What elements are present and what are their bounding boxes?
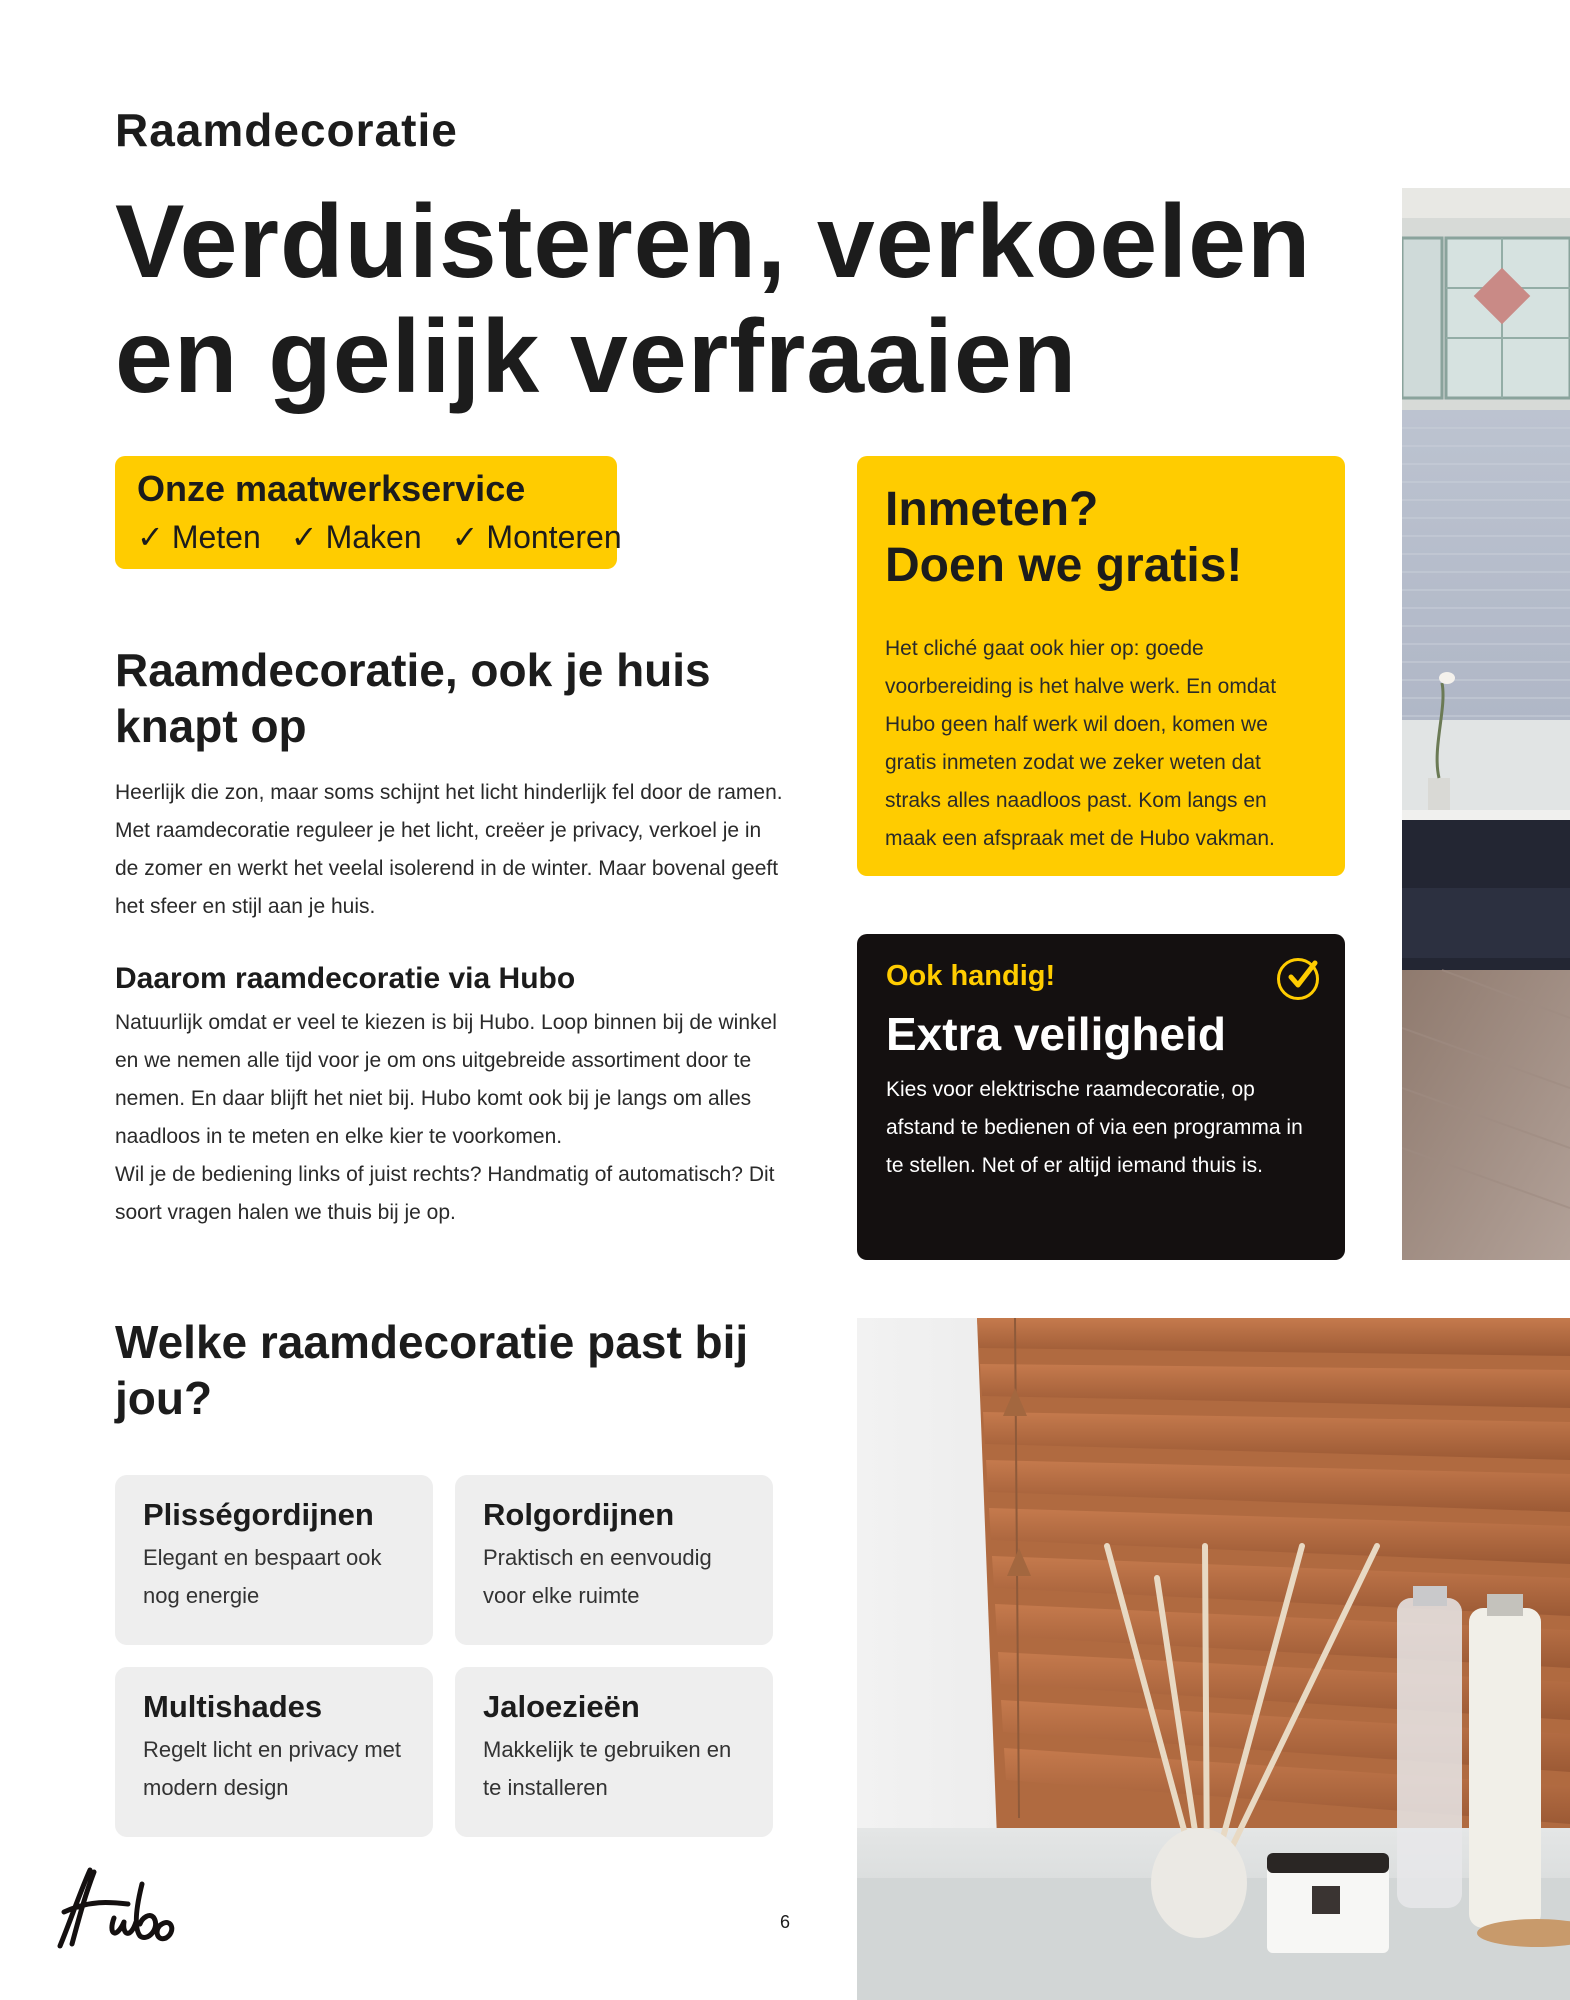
card-title: Multishades [143, 1689, 323, 1724]
card-desc: Makkelijk te gebruiken en te installeren [483, 1737, 732, 1800]
check-icon: ✓ [290, 519, 318, 555]
check-icon: ✓ [451, 519, 479, 555]
card-title: Rolgordijnen [483, 1497, 675, 1532]
why-title: Daarom raamdecoratie via Hubo [115, 962, 576, 995]
card-multishades[interactable] [115, 1667, 433, 1837]
card-title: Plisségordijnen [143, 1497, 374, 1532]
measure-title: Inmeten? Doen we gratis! [885, 483, 1243, 592]
safety-kicker: Ook handig! [886, 960, 1056, 992]
hubo-logo [50, 1862, 182, 1959]
service-step: ✓ Maken [290, 519, 422, 555]
service-title: Onze maatwerkservice [137, 468, 526, 509]
card-desc: Elegant en bespaart ook nog energie [143, 1545, 382, 1608]
intro-title: Raamdecoratie, ook je huis knapt op [115, 644, 711, 752]
check-icon: ✓ [137, 519, 164, 555]
kicker: Raamdecoratie [115, 104, 458, 156]
service-steps [137, 518, 622, 556]
why-text-1: Natuurlijk omdat er veel te kiezen is bij Hubo. Loop binnen bij de winkel en we nemen alle tijd voor je om ons uitgebreide assortiment door te nemen. En daar blijft het niet bij. Hubo komt ook bij je langs om alles naadloos in te meten en elke kier te voorkomen. [115, 1011, 777, 1148]
measure-box [857, 456, 1345, 876]
card-desc: Regelt licht en privacy met modern design [143, 1737, 401, 1800]
service-step: ✓ Meten [137, 519, 261, 555]
which-title: Welke raamdecoratie past bij jou? [115, 1316, 749, 1424]
wooden-blinds-photo [857, 1318, 1570, 2000]
card-plissegordijnen[interactable] [115, 1475, 433, 1645]
page-number: 6 [780, 1912, 791, 1932]
why-text [115, 1004, 783, 1232]
intro-text: Heerlijk die zon, maar soms schijnt het licht hinderlijk fel door de ramen. Met raamdecoratie reguleer je het licht, creëer je privacy, verkoel je in de zomer en werkt het veelal isolerend in de winter. Maar bovenal geeft het sfeer en stijl aan je huis. [115, 781, 783, 918]
measure-text: Het cliché gaat ook hier op: goede voorbereiding is het halve werk. En omdat Hubo geen half werk wil doen, komen we gratis inmeten zodat we zeker weten dat straks alles naadloos past. Kom langs en maak een afspraak met de Hubo vakman. [885, 637, 1277, 850]
headline-line-1: Verduisteren, verkoelen [115, 184, 1312, 300]
safety-box [857, 934, 1345, 1260]
window-blind-photo [1402, 188, 1570, 1260]
service-banner [115, 456, 622, 569]
why-text-2: Wil je de bediening links of juist rechts? Handmatig of automatisch? Dit soort vragen halen we thuis bij je op. [115, 1163, 775, 1224]
safety-text: Kies voor elektrische raamdecoratie, op afstand te bedienen of via een programma in te stellen. Net of er altijd iemand thuis is. [886, 1078, 1303, 1177]
service-step: ✓ Monteren [451, 519, 622, 555]
card-jaloezieen[interactable] [455, 1667, 773, 1837]
page-title [115, 185, 1395, 415]
headline-line-2: en gelijk verfraaien [115, 299, 1078, 415]
check-circle-icon [1277, 958, 1319, 1000]
card-rolgordijnen[interactable] [455, 1475, 773, 1645]
card-title: Jaloezieën [483, 1689, 640, 1724]
safety-title: Extra veiligheid [886, 1008, 1227, 1060]
card-desc: Praktisch en eenvoudig voor elke ruimte [483, 1545, 712, 1608]
